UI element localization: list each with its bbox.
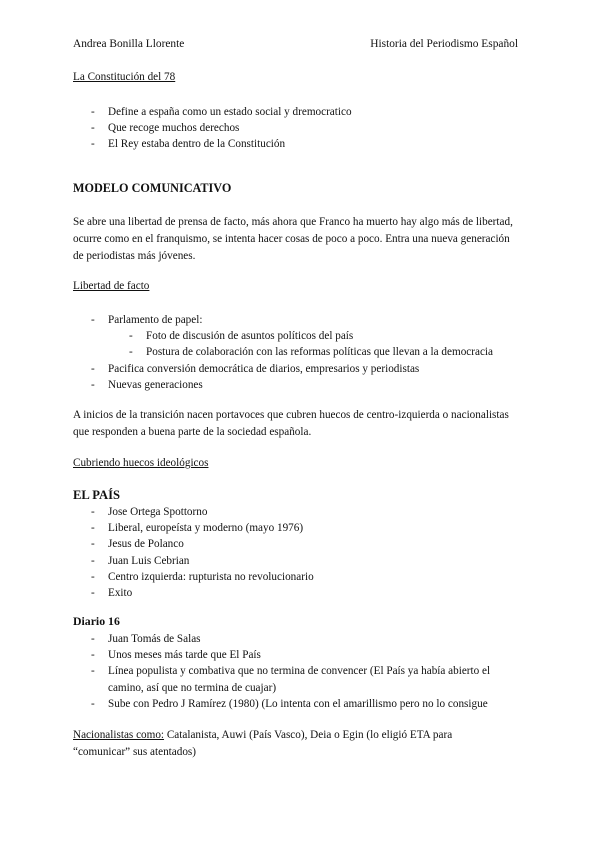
list-item: - Nuevas generaciones	[73, 377, 525, 393]
bullet-dash: -	[91, 106, 95, 118]
paragraph-modelo: Se abre una libertad de prensa de facto, más ahora que Franco ha muerto hay algo más de libertad, ocurre como en el franquismo, se intenta hacer cosas de poco a poco. Entra una nueva generación de periodistas más jóvenes.	[73, 216, 513, 262]
section-title-elpais: EL PAÍS	[73, 488, 121, 502]
header-course: Historia del Periodismo Español	[370, 38, 518, 50]
list-item: - Juan Luis Cebrian	[73, 553, 525, 569]
header-author: Andrea Bonilla Llorente	[73, 38, 185, 50]
section-title-diario16: Diario 16	[73, 614, 120, 628]
list-libertad	[73, 312, 525, 393]
bullet-dash: -	[91, 538, 95, 551]
nacionalistas-label: Nacionalistas como:	[73, 729, 165, 741]
sub-list-item: - Foto de discusión de asuntos políticos del país	[73, 328, 525, 344]
bullet-dash: -	[91, 570, 95, 583]
bullet-dash: -	[91, 314, 95, 326]
paragraph-transicion: A inicios de la transición nacen portavoces que cubren huecos de centro-izquierda o nacionalistas que responden a buena parte de la sociedad española.	[73, 409, 509, 438]
list-item: - Línea populista y combativa que no termina de convencer (El País ya había abierto el camino, así que no termina de cuajar)	[91, 665, 491, 694]
bullet-dash: -	[91, 522, 95, 535]
bullet-dash: -	[91, 378, 95, 391]
list-item: - Liberal, europeísta y moderno (mayo 1976)	[73, 520, 525, 536]
bullet-dash: -	[91, 697, 95, 710]
section-constitucion	[73, 71, 525, 83]
sub-list-item: - Postura de colaboración con las reformas políticas que llevan a la democracia	[73, 344, 525, 360]
list-item: - El Rey estaba dentro de la Constitución	[73, 136, 525, 152]
bullet-dash: -	[91, 138, 95, 151]
paragraph-nacionalistas	[73, 727, 503, 761]
list-item: - Pacifica conversión democrática de diarios, empresarios y periodistas	[73, 361, 525, 377]
bullet-dash: -	[91, 587, 95, 600]
bullet-dash: -	[129, 330, 133, 343]
list-item: - Unos meses más tarde que El País	[73, 647, 525, 663]
bullet-dash: -	[91, 362, 95, 375]
list-item: - Exito	[73, 585, 525, 601]
list-item: - Juan Tomás de Salas	[73, 631, 525, 647]
section-title-cubriendo: Cubriendo huecos ideológicos	[73, 457, 209, 469]
list-item: - Jose Ortega Spottorno	[73, 504, 525, 520]
nacionalistas-text: Catalanista, Auwi (País Vasco), Deia o Egin (lo eligió ETA para “comunicar” sus atentados)	[73, 729, 453, 758]
list-item: - Parlamento de papel:	[73, 312, 525, 328]
bullet-dash: -	[129, 346, 133, 359]
bullet-dash: -	[91, 506, 95, 518]
section-title-modelo: MODELO COMUNICATIVO	[73, 181, 232, 195]
list-item: - Jesus de Polanco	[73, 536, 525, 552]
bullet-dash: -	[91, 554, 95, 567]
bullet-dash: -	[91, 649, 95, 662]
list-item: - Sube con Pedro J Ramírez (1980) (Lo intenta con el amarillismo pero no lo consigue	[73, 696, 525, 712]
bullet-dash: -	[91, 122, 95, 135]
bullet-dash: -	[91, 633, 95, 645]
section-title-constitucion: La Constitución del 78	[73, 71, 176, 83]
list-constitucion	[73, 104, 525, 153]
bullet-dash: -	[91, 665, 95, 678]
section-title-libertad: Libertad de facto	[73, 280, 150, 292]
list-item: - Define a españa como un estado social y dremocratico	[73, 104, 525, 120]
list-diario16	[73, 631, 525, 712]
list-item: - Que recoge muchos derechos	[73, 120, 525, 136]
list-elpais	[73, 504, 525, 601]
list-item: - Centro izquierda: rupturista no revolucionario	[73, 569, 525, 585]
